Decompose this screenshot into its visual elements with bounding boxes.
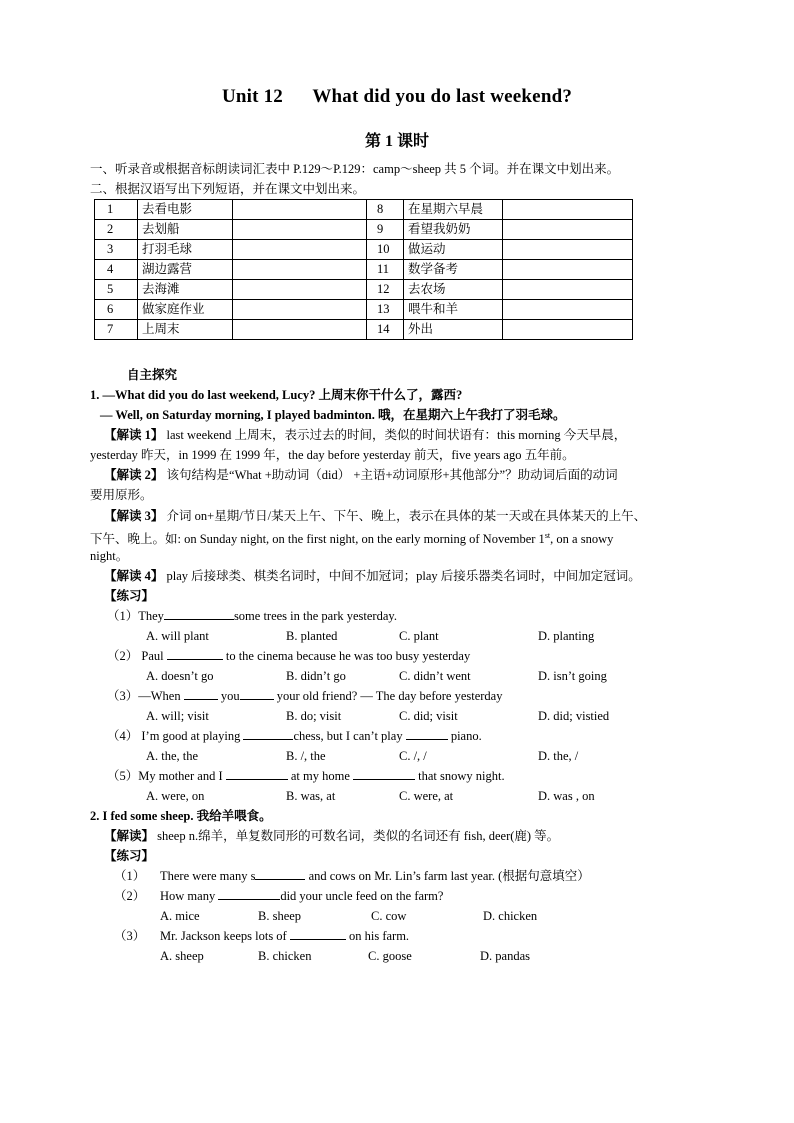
vocab-chinese: 上周末: [138, 320, 233, 340]
stem-text: you: [217, 689, 240, 703]
q2-exercise-3-stem: [160, 927, 409, 945]
vocab-chinese: 喂牛和羊: [404, 300, 503, 320]
q2-ex2-option-b: B. sheep: [258, 909, 302, 923]
q1-ex2-option-c: C. didn’t went: [399, 669, 471, 683]
vocab-row: [95, 240, 633, 260]
vocab-chinese: 数学备考: [404, 260, 503, 280]
q1-explain-3-cont2: night。: [90, 549, 129, 563]
page-title: Unit 12 What did you do last weekend?: [221, 86, 573, 107]
vocab-number: 9: [367, 220, 404, 240]
vocab-answer-cell[interactable]: [503, 240, 633, 260]
q1-dialogue-line2: — Well, on Saturday morning, I played badminton. 哦，在星期六上午我打了羽毛球。: [100, 408, 566, 422]
vocab-chinese: 湖边露营: [138, 260, 233, 280]
q1-ex5-option-a: A. were, on: [146, 789, 205, 803]
q1-practice-heading: 【练习】: [104, 589, 155, 603]
vocab-number: 10: [367, 240, 404, 260]
vocab-chinese: 去划船: [138, 220, 233, 240]
explain-text: 下午、晚上。如: on Sunday night, on the first night, on the early morning of November 1: [90, 532, 545, 547]
q1-ex1-option-d: D. planting: [538, 629, 595, 643]
q1-ex2-option-a: A. doesn’t go: [146, 669, 214, 683]
stem-text: （3）—When: [107, 689, 184, 703]
vocab-number: 13: [367, 300, 404, 320]
stem-text: How many: [160, 889, 219, 903]
q2-exercise-2-num: （2）: [114, 889, 146, 903]
vocab-number: 8: [367, 200, 404, 220]
q1-ex2-option-d: D. isn’t going: [538, 669, 607, 683]
vocab-chinese: 在星期六早晨: [404, 200, 503, 220]
vocab-row: [95, 200, 633, 220]
answer-blank[interactable]: [164, 607, 234, 620]
vocab-chinese: 外出: [404, 320, 503, 340]
explain-tag: 【解读 2】: [104, 468, 164, 482]
answer-blank[interactable]: [243, 727, 293, 740]
answer-blank[interactable]: [353, 767, 415, 780]
explain-text: 该句结构是“What +助动词（did） +主语+动词原形+其他部分”？助动词后面的动词: [166, 468, 618, 482]
q1-ex1-option-b: B. planted: [286, 629, 338, 643]
vocab-number: 12: [367, 280, 404, 300]
answer-blank[interactable]: [406, 727, 448, 740]
q2-explain: [104, 827, 559, 845]
vocab-answer-cell[interactable]: [503, 300, 633, 320]
q1-explain-4: [104, 567, 641, 585]
vocab-answer-cell[interactable]: [503, 320, 633, 340]
explain-tag: 【解读 4】: [104, 569, 164, 583]
explain-text: sheep n.绵羊，单复数同形的可数名词，类似的名词还有 fish, deer(鹿) 等。: [154, 829, 560, 843]
stem-text: on his farm.: [345, 929, 410, 943]
vocab-answer-cell[interactable]: [233, 240, 367, 260]
answer-blank[interactable]: [255, 867, 305, 880]
q2-ex3-option-b: B. chicken: [258, 949, 312, 963]
stem-text: Mr. Jackson keeps lots of: [160, 929, 290, 943]
stem-text: some trees in the park yesterday.: [233, 609, 397, 623]
answer-blank[interactable]: [167, 647, 223, 660]
stem-text: There were many s: [160, 869, 256, 883]
vocab-answer-cell[interactable]: [233, 220, 367, 240]
vocab-chinese: 去农场: [404, 280, 503, 300]
vocab-number: 6: [95, 300, 138, 320]
stem-text: at my home: [287, 769, 353, 783]
q1-ex1-option-a: A. will plant: [146, 629, 209, 643]
q1-ex4-option-c: C. /, /: [399, 749, 427, 763]
q1-explain-3: [104, 507, 646, 525]
vocab-row: [95, 300, 633, 320]
q1-ex5-option-b: B. was, at: [286, 789, 336, 803]
section-two-instruction: 二、根据汉语写出下列短语，并在课文中划出来。: [90, 182, 366, 196]
explain-text: play 后接球类、棋类名词时，中间不加冠词；play 后接乐器类名词时，中间加定冠词。: [166, 569, 641, 583]
explain-tag: 【解读 3】: [104, 509, 164, 523]
vocab-row: [95, 280, 633, 300]
answer-blank[interactable]: [218, 887, 280, 900]
answer-blank[interactable]: [184, 687, 218, 700]
q1-exercise-1-stem: [107, 607, 397, 625]
q2-ex2-option-c: C. cow: [371, 909, 407, 923]
q1-exercise-2-stem: [107, 647, 470, 665]
explore-heading: 自主探究: [127, 368, 178, 382]
q1-explain-2: [104, 466, 618, 484]
q1-ex4-option-b: B. /, the: [286, 749, 326, 763]
vocab-answer-cell[interactable]: [233, 320, 367, 340]
stem-text: and cows on Mr. Lin’s farm last year. (根据句意填空）: [305, 869, 590, 883]
q2-exercise-1-stem: [160, 867, 590, 885]
explain-text: 介词 on+星期/节日/某天上午、下午、晚上，表示在具体的某一天或在具体某天的上午、: [166, 509, 647, 523]
vocab-number: 3: [95, 240, 138, 260]
answer-blank[interactable]: [240, 687, 274, 700]
vocab-row: [95, 320, 633, 340]
vocab-row: [95, 260, 633, 280]
vocab-number: 11: [367, 260, 404, 280]
q2-ex2-option-a: A. mice: [160, 909, 200, 923]
stem-text: chess, but I can’t play: [293, 729, 406, 743]
q1-explain-1: [104, 426, 626, 444]
vocab-answer-cell[interactable]: [233, 280, 367, 300]
vocab-chinese: 打羽毛球: [138, 240, 233, 260]
q1-ex4-option-d: D. the, /: [538, 749, 579, 763]
stem-text: your old friend? — The day before yesterday: [273, 689, 503, 703]
q1-exercise-5-stem: [107, 767, 505, 785]
vocab-answer-cell[interactable]: [503, 280, 633, 300]
vocab-chinese: 做运动: [404, 240, 503, 260]
explain-text: last weekend 上周末，表示过去的时间，类似的时间状语有：this morning 今天早晨，: [166, 428, 627, 442]
vocab-number: 5: [95, 280, 138, 300]
q1-explain-3-cont: [90, 527, 613, 548]
q1-ex5-option-c: C. were, at: [399, 789, 454, 803]
q1-ex3-option-b: B. do; visit: [286, 709, 342, 723]
vocab-number: 1: [95, 200, 138, 220]
vocab-chinese: 去海滩: [138, 280, 233, 300]
answer-blank[interactable]: [290, 927, 346, 940]
vocab-number: 4: [95, 260, 138, 280]
vocab-answer-cell[interactable]: [503, 220, 633, 240]
q1-ex1-option-c: C. plant: [399, 629, 439, 643]
q1-explain-2-cont: 要用原形。: [90, 488, 153, 502]
q1-explain-1-cont: yesterday 昨天，in 1999 在 1999 年，the day before yesterday 前天，five years ago 五年前。: [90, 448, 575, 462]
vocab-answer-cell[interactable]: [233, 300, 367, 320]
ordinal-suffix: st: [544, 531, 551, 540]
stem-text: that snowy night.: [415, 769, 505, 783]
vocab-number: 2: [95, 220, 138, 240]
q1-dialogue-line1: 1. —What did you do last weekend, Lucy? 上周末你干什么了，露西?: [90, 388, 463, 402]
q1-ex3-option-c: C. did; visit: [399, 709, 458, 723]
stem-text: piano.: [447, 729, 482, 743]
vocab-answer-cell[interactable]: [503, 200, 633, 220]
stem-text: （5）My mother and I: [107, 769, 226, 783]
stem-text: （2） Paul: [107, 649, 167, 663]
q1-ex2-option-b: B. didn’t go: [286, 669, 346, 683]
vocab-answer-cell[interactable]: [233, 260, 367, 280]
q1-exercise-3-stem: [107, 687, 502, 705]
vocab-answer-cell[interactable]: [233, 200, 367, 220]
q2-heading: 2. I fed some sheep. 我给羊喂食。: [90, 809, 272, 823]
stem-text: to the cinema because he was too busy yesterday: [222, 649, 471, 663]
q2-exercise-2-stem: [160, 887, 443, 905]
q2-ex2-option-d: D. chicken: [483, 909, 538, 923]
q1-ex5-option-d: D. was , on: [538, 789, 595, 803]
q1-ex3-option-d: D. did; vistied: [538, 709, 610, 723]
stem-text: （4） I’m good at playing: [107, 729, 244, 743]
q2-ex3-option-d: D. pandas: [480, 949, 530, 963]
vocab-number: 7: [95, 320, 138, 340]
vocab-chinese: 做家庭作业: [138, 300, 233, 320]
explain-tag: 【解读】: [104, 829, 155, 843]
lesson-subtitle: 第 1 课时: [364, 133, 429, 150]
answer-blank[interactable]: [226, 767, 288, 780]
q1-ex4-option-a: A. the, the: [146, 749, 199, 763]
vocab-chinese: 看望我奶奶: [404, 220, 503, 240]
q2-exercise-1-num: （1）: [114, 869, 146, 883]
q1-ex3-option-a: A. will; visit: [146, 709, 209, 723]
stem-text: （1）They: [107, 609, 164, 623]
q2-ex3-option-c: C. goose: [368, 949, 412, 963]
explain-text: , on a snowy: [550, 532, 614, 547]
vocab-row: [95, 220, 633, 240]
vocab-answer-cell[interactable]: [503, 260, 633, 280]
section-one-instruction: 一、听录音或根据音标朗读词汇表中 P.129～P.129：camp～sheep 共 5 个词。并在课文中划出来。: [90, 162, 620, 176]
vocab-chinese: 去看电影: [138, 200, 233, 220]
q2-ex3-option-a: A. sheep: [160, 949, 204, 963]
q1-exercise-4-stem: [107, 727, 482, 745]
q2-practice-heading: 【练习】: [104, 849, 155, 863]
stem-text: did your uncle feed on the farm?: [280, 889, 444, 903]
vocab-number: 14: [367, 320, 404, 340]
vocab-table: [94, 199, 633, 340]
q2-exercise-3-num: （3）: [114, 929, 146, 943]
explain-tag: 【解读 1】: [104, 428, 164, 442]
